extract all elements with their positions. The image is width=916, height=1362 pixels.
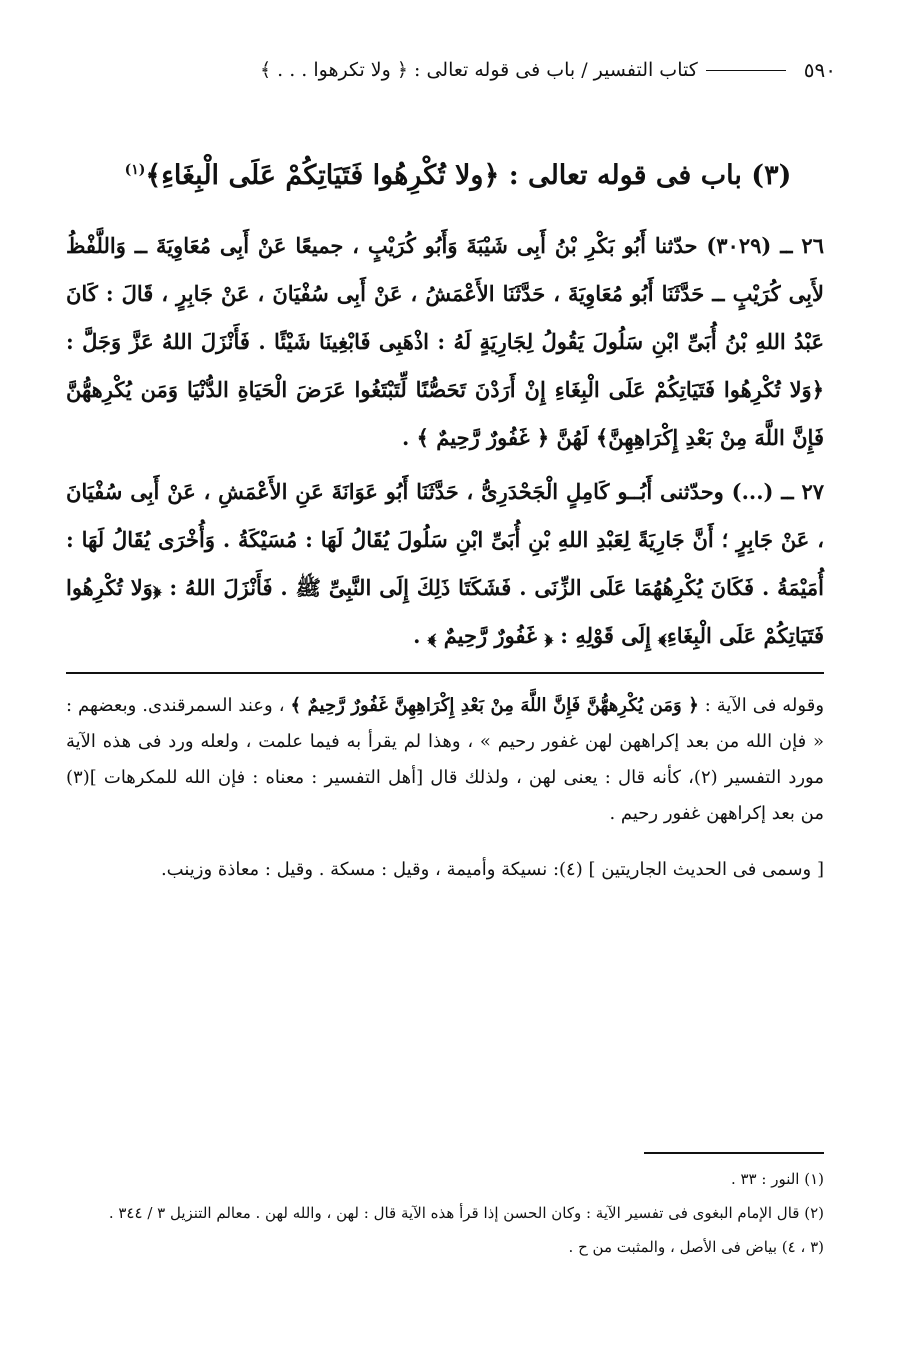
commentary-paragraph-1	[66, 688, 824, 832]
text-commentary-divider	[66, 672, 824, 674]
footnote-1: (١) النور : ٣٣ .	[730, 1170, 824, 1188]
quran-quote: ﴿ وَمَن يُكْرِههُّنَّ فَإِنَّ اللَّهَ مِنْ بَعْدِ إِكْرَاهِهِنَّ غَفُورٌ رَّحِيمٌ ﴾	[290, 695, 699, 716]
running-header-title: كتاب التفسير / باب فى قوله تعالى : ﴿ ولا تكرهوا . . . ﴾	[259, 59, 698, 81]
commentary-paragraph-2	[66, 852, 824, 888]
footnote-2: (٢) قال الإمام البغوى فى تفسير الآية : وكان الحسن إذا قرأ هذه الآية قال : لهن ، والله لهن . معالم التنزيل ٣ / ٣٤٤ .	[108, 1204, 824, 1222]
chapter-title: (٣) باب فى قوله تعالى : ﴿ولا تُكْرِهُوا فَتَيَاتِكُمْ عَلَى الْبِغَاءِ﴾	[145, 160, 792, 191]
running-header	[70, 52, 836, 88]
hadith-27	[66, 468, 824, 660]
footnotes	[66, 1164, 824, 1266]
footnote-3-4: (٣ ، ٤) بياض فى الأصل ، والمثبت من ح .	[568, 1238, 824, 1256]
page-number: ٥٩٠	[803, 58, 836, 82]
commentary-text	[66, 688, 824, 832]
hadith-26	[66, 222, 824, 462]
header-rule	[706, 70, 786, 71]
commentary-text: [ وسمى فى الحديث الجاريتين ] (٤): نسيكة وأميمة ، وقيل : مسكة . وقيل : معاذة وزينب.	[160, 859, 824, 880]
commentary-intro: وقوله فى الآية :	[698, 695, 825, 716]
footnote-divider	[644, 1152, 824, 1154]
hadith-text: ٢٧ ــ (...) وحدّثنى أَبُــو كَامِلٍ الْجَحْدَرِىُّ ، حَدَّثَنَا أَبُو عَوَانَةَ عَنِ الأَعْمَشِ ، عَنْ أَبِى سُفْيَانَ ، عَنْ جَابِرٍ ؛ أَنَّ جَارِيَةً لِعَبْدِ اللهِ بْنِ أُبَىِّ ابْنِ سَلُولَ يُقَالُ لَهَا : مُسَيْكَةُ . وَأُخْرَى يُقَالُ لَهَا : أُمَيْمَةُ . فَكَانَ يُكْرِهُهُمَا عَلَى الزِّنَى . فَشَكَتَا ذَلِكَ إِلَى النَّبِىِّ ﷺ . فَأَنْزَلَ اللهُ : ﴿وَلا تُكْرِهُوا فَتَيَاتِكُمْ عَلَى الْبِغَاءِ﴾ إِلَى قَوْلِهِ : ﴿ غَفُورٌ رَّحِيمٌ ﴾ .	[66, 479, 824, 648]
hadith-text: ٢٦ ــ (٣٠٢٩) حدّثنا أَبُو بَكْرِ بْنُ أَبِى شَيْبَةَ وَأَبُو كُرَيْبٍ ، جميعًا عَنْ أَبِى مُعَاوِيَةَ ــ وَاللَّفْظُ لأَبِى كُرَيْبٍ ــ حَدَّثَنَا أَبُو مُعَاوِيَةَ ، حَدَّثَنَا الأَعْمَشُ ، عَنْ أَبِى سُفْيَانَ ، عَنْ جَابِرٍ ، قَالَ : كَانَ عَبْدُ اللهِ بْنُ أُبَىِّ ابْنِ سَلُولَ يَقُولُ لِجَارِيَةٍ لَهُ : اذْهَبِى فَابْغِينَا شَيْئًا . فَأَنْزَلَ اللهُ عَزَّ وَجَلَّ : ﴿وَلا تُكْرِهُوا فَتَيَاتِكُمْ عَلَى الْبِغَاءِ إِنْ أَرَدْنَ تَحَصُّنًا لِّتَبْتَغُوا عَرَضَ الْحَيَاةِ الدُّنْيَا وَمَن يُكْرِههُّنَّ فَإِنَّ اللَّهَ مِنْ بَعْدِ إِكْرَاهِهِنَّ﴾ لَهُنَّ ﴿ غَفُورٌ رَّحِيمٌ ﴾ .	[66, 233, 824, 450]
commentary-rest: ، وعند السمرقندى. وبعضهم : « فإن الله من بعد إكراههن لهن غفور رحيم » ، وهذا لم يقرأ به فيما علمت ، ولعله ورد فى هذه الآية مورد التفسير (٢)، كأنه قال : يعنى لهن ، ولذلك قال [أهل التفسير : معناه : فإن الله للمكرهات ](٣) من بعد إكراههن غفور رحيم .	[66, 695, 824, 824]
chapter-heading	[60, 160, 856, 191]
chapter-footnote-mark: (١)	[124, 162, 146, 178]
